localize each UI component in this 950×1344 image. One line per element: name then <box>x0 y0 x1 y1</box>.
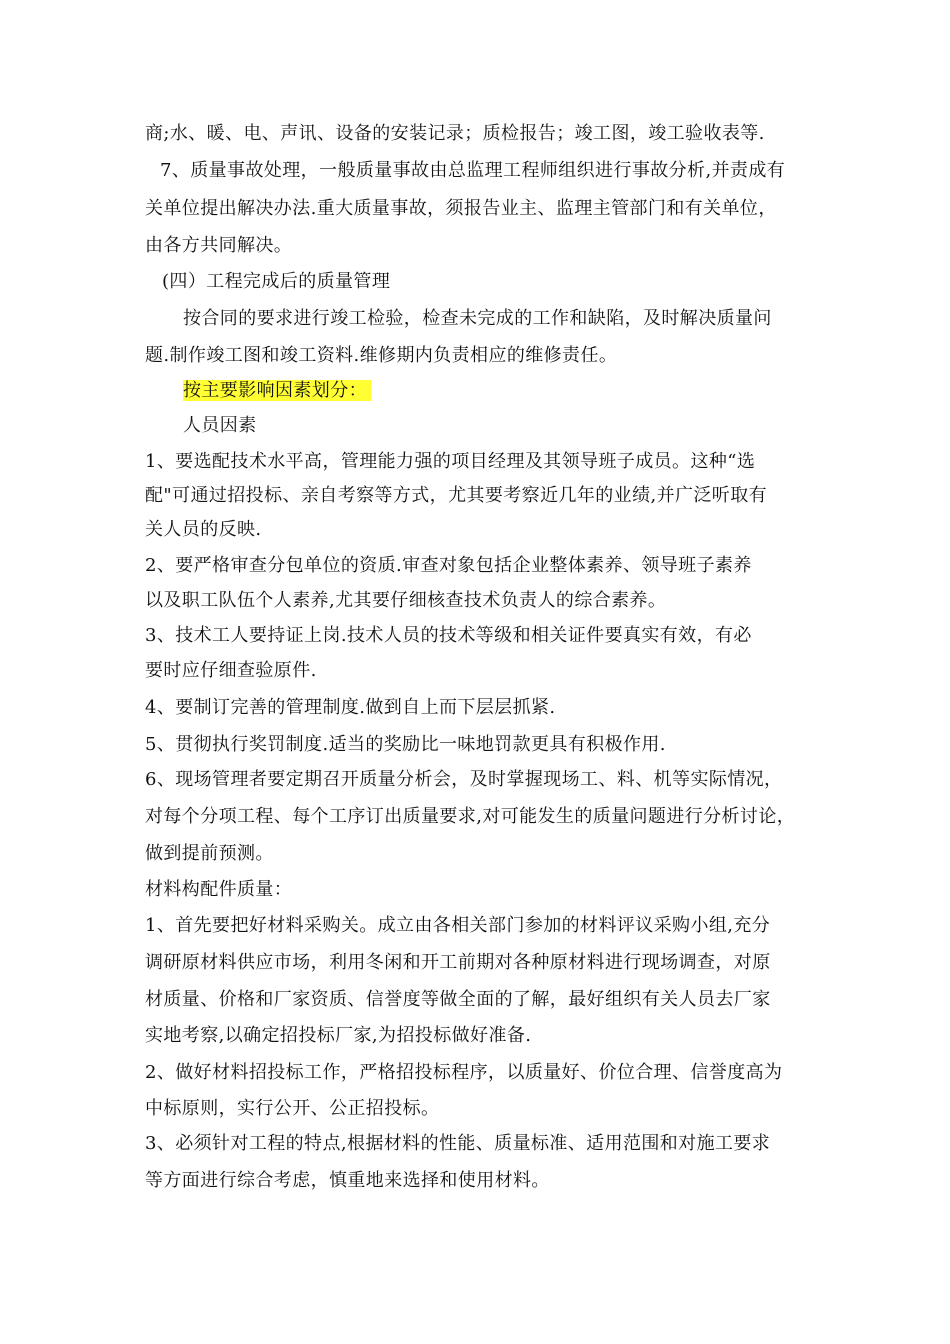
text-line: 题.制作竣工图和竣工资料.维修期内负责相应的维修责任。 <box>145 345 618 366</box>
text-line: 中标原则，实行公开、公正招投标。 <box>145 1098 440 1119</box>
text-line: 商;水、暖、电、声讯、设备的安装记录；质检报告；竣工图，竣工验收表等. <box>145 123 765 144</box>
text-line: 实地考察,以确定招投标厂家,为招投标做好准备. <box>145 1025 532 1046</box>
text-line: 1、首先要把好材料采购关。成立由各相关部门参加的材料评议采购小组,充分 <box>145 915 771 936</box>
text-line: 4、要制订完善的管理制度.做到自上而下层层抓紧. <box>145 697 556 718</box>
text-line: 2、做好材料招投标工作，严格招投标程序，以质量好、价位合理、信誉度高为 <box>145 1062 783 1083</box>
text-line: 做到提前预测。 <box>145 843 274 864</box>
text-line: 等方面进行综合考虑，慎重地来选择和使用材料。 <box>145 1170 550 1191</box>
text-line: 1、要选配技术水平高，管理能力强的项目经理及其领导班子成员。这种“选 <box>145 451 756 472</box>
text-line: 要时应仔细查验原件. <box>145 660 317 681</box>
subheading: 材料构配件质量： <box>145 879 293 900</box>
text-line: 以及职工队伍个人素养,尤其要仔细核查技术负责人的综合素养。 <box>145 590 667 611</box>
highlighted-heading <box>183 379 371 403</box>
section-heading: (四）工程完成后的质量管理 <box>162 271 391 292</box>
text-line: 6、现场管理者要定期召开质量分析会，及时掌握现场工、料、机等实际情况， <box>145 769 783 790</box>
subheading: 人员因素 <box>183 415 257 436</box>
text-line: 7、质量事故处理，一般质量事故由总监理工程师组织进行事故分析,并责成有 <box>160 160 786 181</box>
text-line: 配"可通过招投标、亲自考察等方式，尤其要考察近几年的业绩,并广泛听取有 <box>145 485 767 506</box>
text-line: 按合同的要求进行竣工检验，检查未完成的工作和缺陷，及时解决质量问 <box>183 308 772 329</box>
text-line: 5、贯彻执行奖罚制度.适当的奖励比一味地罚款更具有积极作用. <box>145 734 666 755</box>
text-line: 材质量、价格和厂家资质、信誉度等做全面的了解，最好组织有关人员去厂家 <box>145 989 771 1010</box>
text-line: 2、要严格审查分包单位的资质.审查对象包括企业整体素养、领导班子素养 <box>145 555 752 576</box>
text-line: 关人员的反映. <box>145 519 262 540</box>
text-line: 由各方共同解决。 <box>145 235 293 256</box>
text-line: 调研原材料供应市场，利用冬闲和开工前期对各种原材料进行现场调查，对原 <box>145 952 771 973</box>
highlight-mark: 按主要影响因素划分： <box>183 380 371 401</box>
text-line: 关单位提出解决办法.重大质量事故，须报告业主、监理主管部门和有关单位， <box>145 198 777 219</box>
text-line: 3、技术工人要持证上岗.技术人员的技术等级和相关证件要真实有效，有必 <box>145 625 752 646</box>
text-line: 3、必须针对工程的特点,根据材料的性能、质量标准、适用范围和对施工要求 <box>145 1133 771 1154</box>
text-line: 对每个分项工程、每个工序订出质量要求,对可能发生的质量问题进行分析讨论， <box>145 806 796 827</box>
